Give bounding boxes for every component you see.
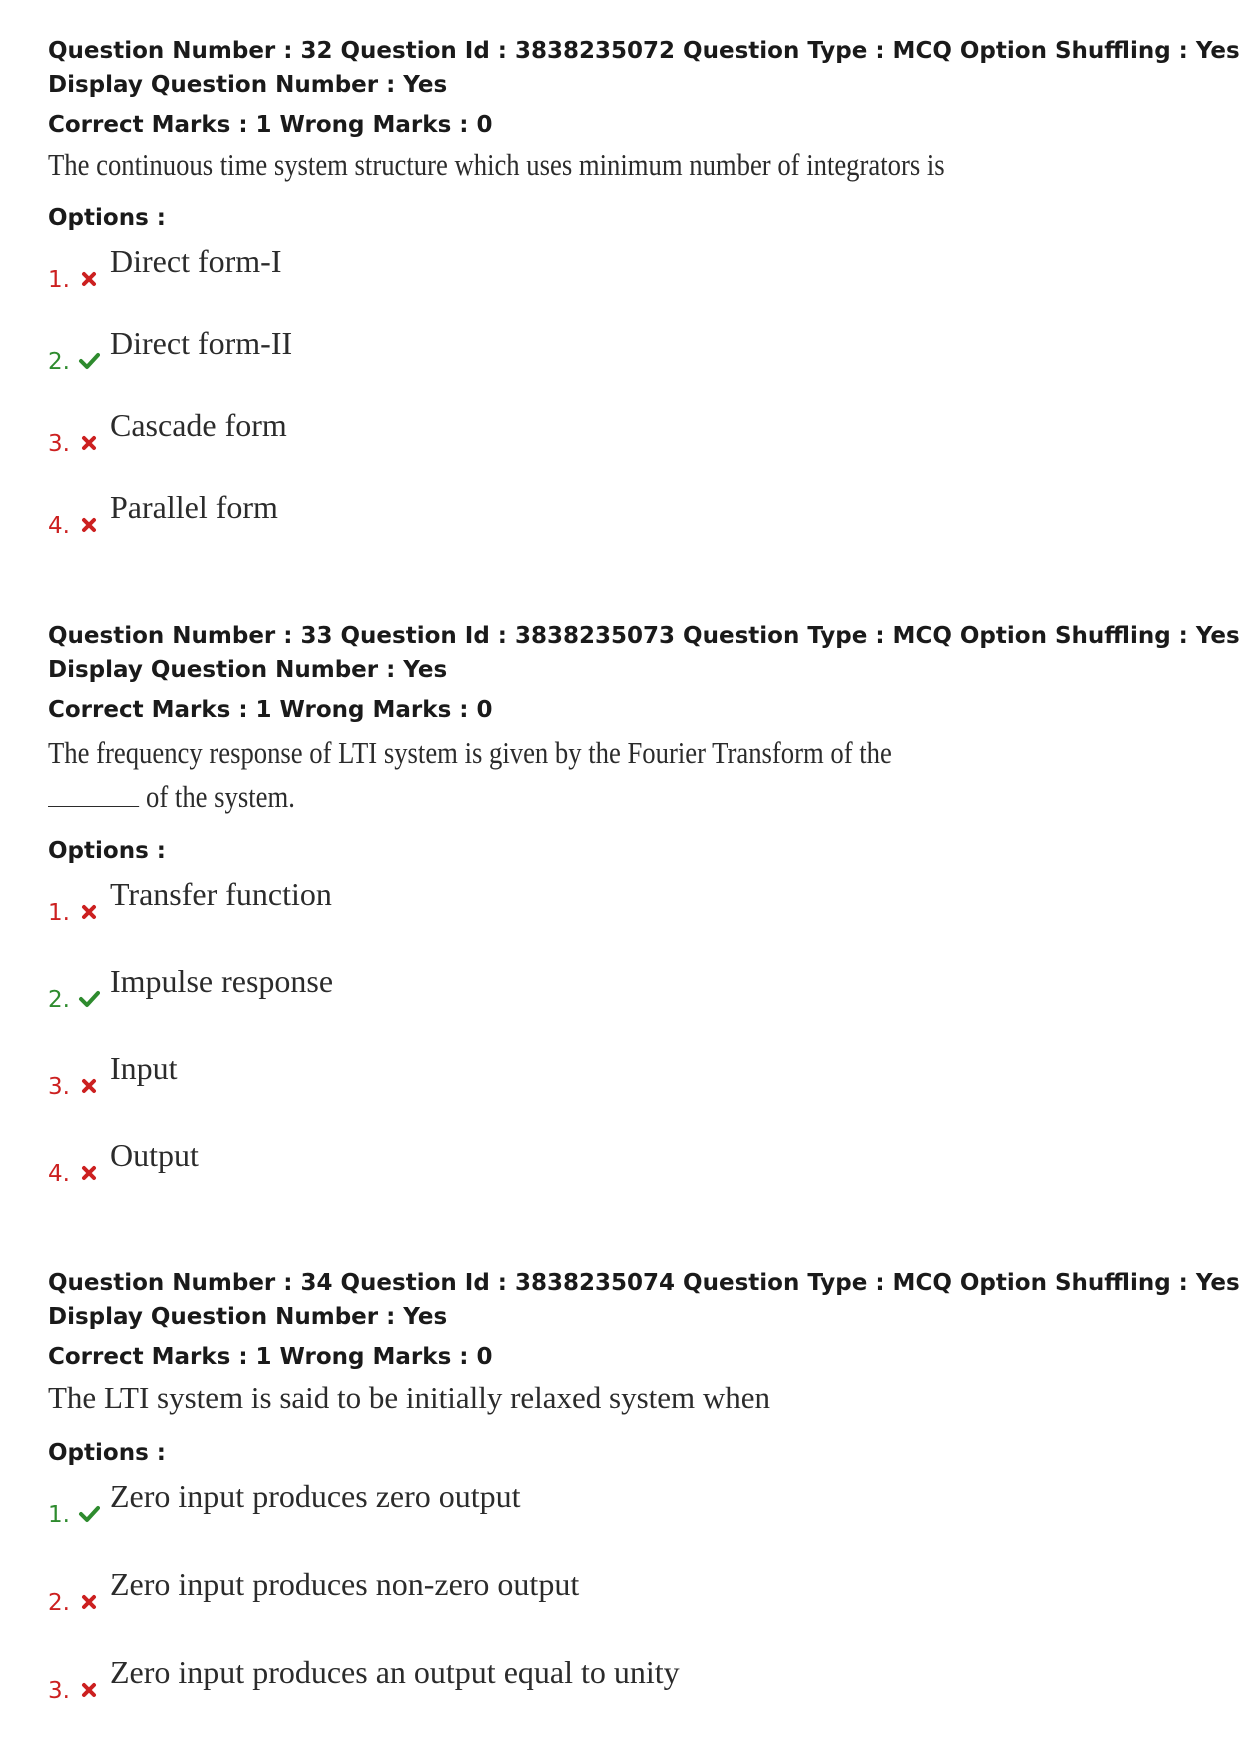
question-text-line-2-text: of the system. <box>146 779 295 814</box>
check-icon <box>78 1504 100 1524</box>
marks-info: Correct Marks : 1 Wrong Marks : 0 <box>48 697 493 723</box>
check-icon <box>78 351 100 371</box>
options-label: Options : <box>48 1440 166 1466</box>
question-text-line-1: The frequency response of LTI system is given by the Fourier Transform of the <box>48 735 892 770</box>
option-text: Zero input produces an output equal to unity <box>110 1654 680 1690</box>
option-3 <box>48 1654 948 1704</box>
option-number: 1. <box>48 900 70 926</box>
question-text-line-2 <box>48 779 295 815</box>
option-text: Output <box>110 1137 199 1173</box>
option-3 <box>48 407 948 457</box>
option-2 <box>48 963 948 1013</box>
option-number: 3. <box>48 1074 70 1100</box>
cross-icon <box>78 902 100 922</box>
cross-icon <box>78 1680 100 1700</box>
question-header: Question Number : 32 Question Id : 3838235072 Question Type : MCQ Option Shuffling : Yes <box>48 38 1240 64</box>
option-number: 2. <box>48 987 70 1013</box>
marks-info: Correct Marks : 1 Wrong Marks : 0 <box>48 1344 493 1370</box>
option-1 <box>48 243 948 293</box>
option-text: Impulse response <box>110 963 334 999</box>
option-number: 2. <box>48 1590 70 1616</box>
option-number: 3. <box>48 431 70 457</box>
option-4 <box>48 1137 948 1187</box>
options-label: Options : <box>48 205 166 231</box>
option-text: Zero input produces non-zero output <box>110 1566 580 1602</box>
option-number: 1. <box>48 1502 70 1528</box>
option-text: Zero input produces zero output <box>110 1478 521 1514</box>
cross-icon <box>78 515 100 535</box>
option-1 <box>48 1478 948 1528</box>
option-text: Input <box>110 1050 178 1086</box>
option-text: Direct form-I <box>110 243 282 279</box>
option-number: 1. <box>48 267 70 293</box>
option-text: Cascade form <box>110 407 287 443</box>
question-text: The continuous time system structure which uses minimum number of integrators is <box>48 147 945 182</box>
cross-icon <box>78 1076 100 1096</box>
option-1 <box>48 876 948 926</box>
check-icon <box>78 989 100 1009</box>
question-text: The LTI system is said to be initially relaxed system when <box>48 1380 771 1415</box>
answer-blank <box>48 780 139 807</box>
marks-info: Correct Marks : 1 Wrong Marks : 0 <box>48 112 493 138</box>
option-number: 2. <box>48 349 70 375</box>
option-2 <box>48 1566 948 1616</box>
cross-icon <box>78 433 100 453</box>
question-header: Question Number : 34 Question Id : 3838235074 Question Type : MCQ Option Shuffling : Yes <box>48 1270 1240 1296</box>
option-2 <box>48 325 948 375</box>
question-header: Question Number : 33 Question Id : 3838235073 Question Type : MCQ Option Shuffling : Yes <box>48 623 1240 649</box>
cross-icon <box>78 269 100 289</box>
option-number: 3. <box>48 1678 70 1704</box>
cross-icon <box>78 1163 100 1183</box>
option-number: 4. <box>48 1161 70 1187</box>
option-text: Parallel form <box>110 489 278 525</box>
display-question-number: Display Question Number : Yes <box>48 1304 448 1330</box>
option-text: Direct form-II <box>110 325 293 361</box>
display-question-number: Display Question Number : Yes <box>48 657 448 683</box>
cross-icon <box>78 1592 100 1612</box>
display-question-number: Display Question Number : Yes <box>48 72 448 98</box>
option-text: Transfer function <box>110 876 332 912</box>
option-3 <box>48 1050 948 1100</box>
option-number: 4. <box>48 513 70 539</box>
option-4 <box>48 489 948 539</box>
options-label: Options : <box>48 838 166 864</box>
